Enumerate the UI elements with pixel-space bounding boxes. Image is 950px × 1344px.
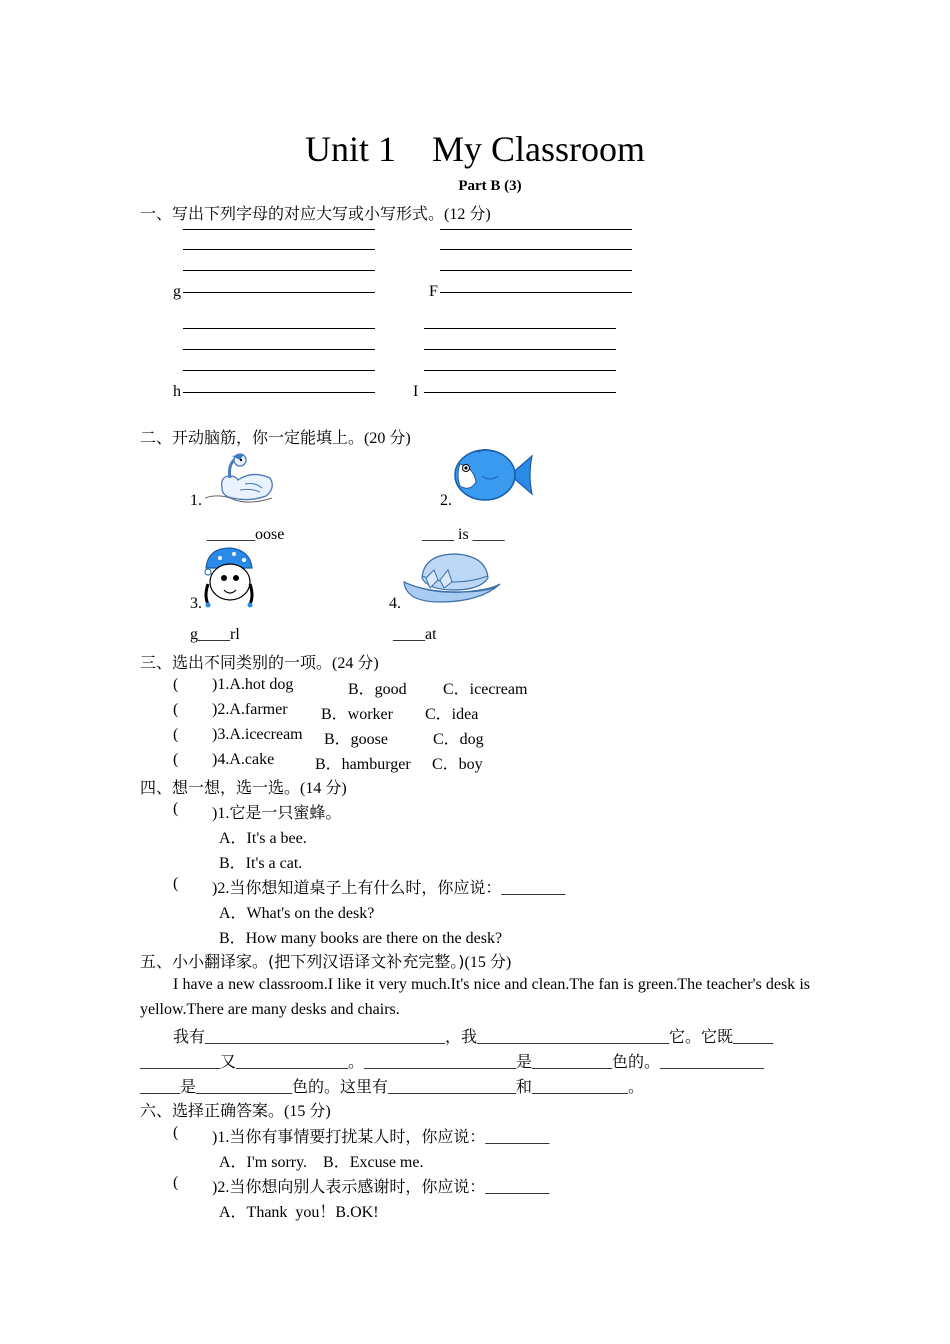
- section3-points: (24 分): [332, 655, 379, 672]
- question-text: )1.当你有事情要打扰某人时，你应说：________: [212, 1129, 550, 1146]
- writing-line[interactable]: [183, 292, 375, 293]
- question-text: )4.A.cake: [212, 751, 275, 768]
- section4-points: (14 分): [300, 780, 347, 797]
- option-c: C．dog: [433, 731, 484, 748]
- writing-line[interactable]: [183, 349, 375, 350]
- section5-points: (15 分): [464, 954, 512, 971]
- question-text: )1.A.hot dog: [212, 676, 294, 693]
- answer-paren[interactable]: (: [173, 676, 179, 693]
- section3-heading-text: 三、选出不同类别的一项。: [140, 653, 333, 672]
- answer-paren[interactable]: (: [173, 751, 179, 768]
- fish-icon: [452, 446, 534, 504]
- letter-F: F: [429, 283, 438, 300]
- answer-paren[interactable]: (: [173, 800, 179, 817]
- writing-line[interactable]: [424, 328, 616, 329]
- section1-heading: [140, 201, 491, 224]
- question-text: )2.A.farmer: [212, 701, 288, 718]
- item-3-text: g____rl: [190, 626, 240, 643]
- option-c: C．idea: [425, 706, 479, 723]
- translation-line[interactable]: _____是____________色的。这里有________________和____________。: [140, 1079, 645, 1096]
- option-b: B．hamburger: [315, 756, 411, 773]
- writing-line[interactable]: [440, 249, 632, 250]
- goose-icon: [200, 448, 280, 508]
- writing-line[interactable]: [440, 229, 632, 230]
- section2-heading-text: 二、开动脑筋，你一定能填上。: [140, 428, 365, 447]
- letter-h: h: [173, 383, 181, 400]
- section6-points: (15 分): [284, 1103, 331, 1120]
- section2-heading: [140, 425, 411, 448]
- option-b: B．worker: [321, 706, 393, 723]
- section5-heading-text: 五、小小翻译家。(把下列汉语译文补充完整。): [140, 952, 465, 971]
- writing-line[interactable]: [183, 249, 375, 250]
- section2-points: (20 分): [364, 430, 411, 447]
- letter-I: I: [413, 383, 419, 400]
- answer-paren[interactable]: (: [173, 1124, 179, 1141]
- question-text: )1.它是一只蜜蜂。: [212, 805, 342, 822]
- options-line: A．I'm sorry. B．Excuse me.: [219, 1154, 424, 1171]
- translation-line[interactable]: __________又______________。___________________是__________色的。_____________: [140, 1054, 765, 1071]
- girl-icon: [200, 546, 258, 610]
- answer-paren[interactable]: (: [173, 726, 179, 743]
- item-2-text: ____ is ____: [422, 526, 505, 543]
- translation-source: I have a new classroom.I like it very much.It's nice and clean.The fan is green.The teacher's desk is yellow.There are many desks and chairs.: [140, 976, 810, 1018]
- writing-line[interactable]: [424, 370, 616, 371]
- option-b: B．It's a cat.: [219, 855, 303, 872]
- answer-paren[interactable]: (: [173, 875, 179, 892]
- writing-line[interactable]: [183, 370, 375, 371]
- question-text: )2.当你想知道桌子上有什么时，你应说：________: [212, 880, 566, 897]
- writing-line[interactable]: [424, 349, 616, 350]
- option-b: B．goose: [324, 731, 389, 748]
- section6-heading: [140, 1098, 331, 1121]
- section4-heading-text: 四、想一想，选一选。: [140, 778, 301, 797]
- option-a: A．What's on the desk?: [219, 905, 375, 922]
- letter-g: g: [173, 283, 181, 300]
- option-a: A．It's a bee.: [219, 830, 307, 847]
- section1-heading-text: 一、写出下列字母的对应大写或小写形式。: [140, 204, 445, 223]
- item-4-number: 4.: [389, 595, 401, 612]
- writing-line[interactable]: [183, 392, 375, 393]
- item-1-number: 1.: [190, 492, 202, 509]
- question-text: )3.A.icecream: [212, 726, 303, 743]
- page-subtitle: Part B (3): [458, 178, 522, 194]
- options-line: A．Thank you！B.OK!: [219, 1204, 379, 1221]
- writing-line[interactable]: [183, 328, 375, 329]
- section6-heading-text: 六、选择正确答案。: [140, 1101, 285, 1120]
- writing-line[interactable]: [440, 270, 632, 271]
- option-c: C．icecream: [443, 681, 528, 698]
- section1-points: (12 分): [444, 206, 491, 223]
- hat-icon: [400, 548, 504, 606]
- writing-line[interactable]: [183, 270, 375, 271]
- page-title: Unit 1 My Classroom: [304, 129, 645, 169]
- writing-line[interactable]: [183, 229, 375, 230]
- section4-heading: [140, 775, 347, 798]
- option-b: B．good: [348, 681, 407, 698]
- answer-paren[interactable]: (: [173, 1174, 179, 1191]
- item-4-text: ____at: [393, 626, 437, 643]
- writing-line[interactable]: [440, 292, 632, 293]
- option-b: B．How many books are there on the desk?: [219, 930, 503, 947]
- answer-paren[interactable]: (: [173, 701, 179, 718]
- option-c: C．boy: [432, 756, 483, 773]
- item-2-number: 2.: [440, 492, 452, 509]
- section3-heading: [140, 650, 379, 673]
- item-1-text: ______oose: [207, 526, 285, 543]
- question-text: )2.当你想向别人表示感谢时，你应说：________: [212, 1179, 550, 1196]
- item-3-number: 3.: [190, 595, 202, 612]
- writing-line[interactable]: [424, 392, 616, 393]
- section5-heading: [140, 949, 511, 972]
- translation-line[interactable]: 我有______________________________，我________________________它。它既_____: [173, 1029, 774, 1046]
